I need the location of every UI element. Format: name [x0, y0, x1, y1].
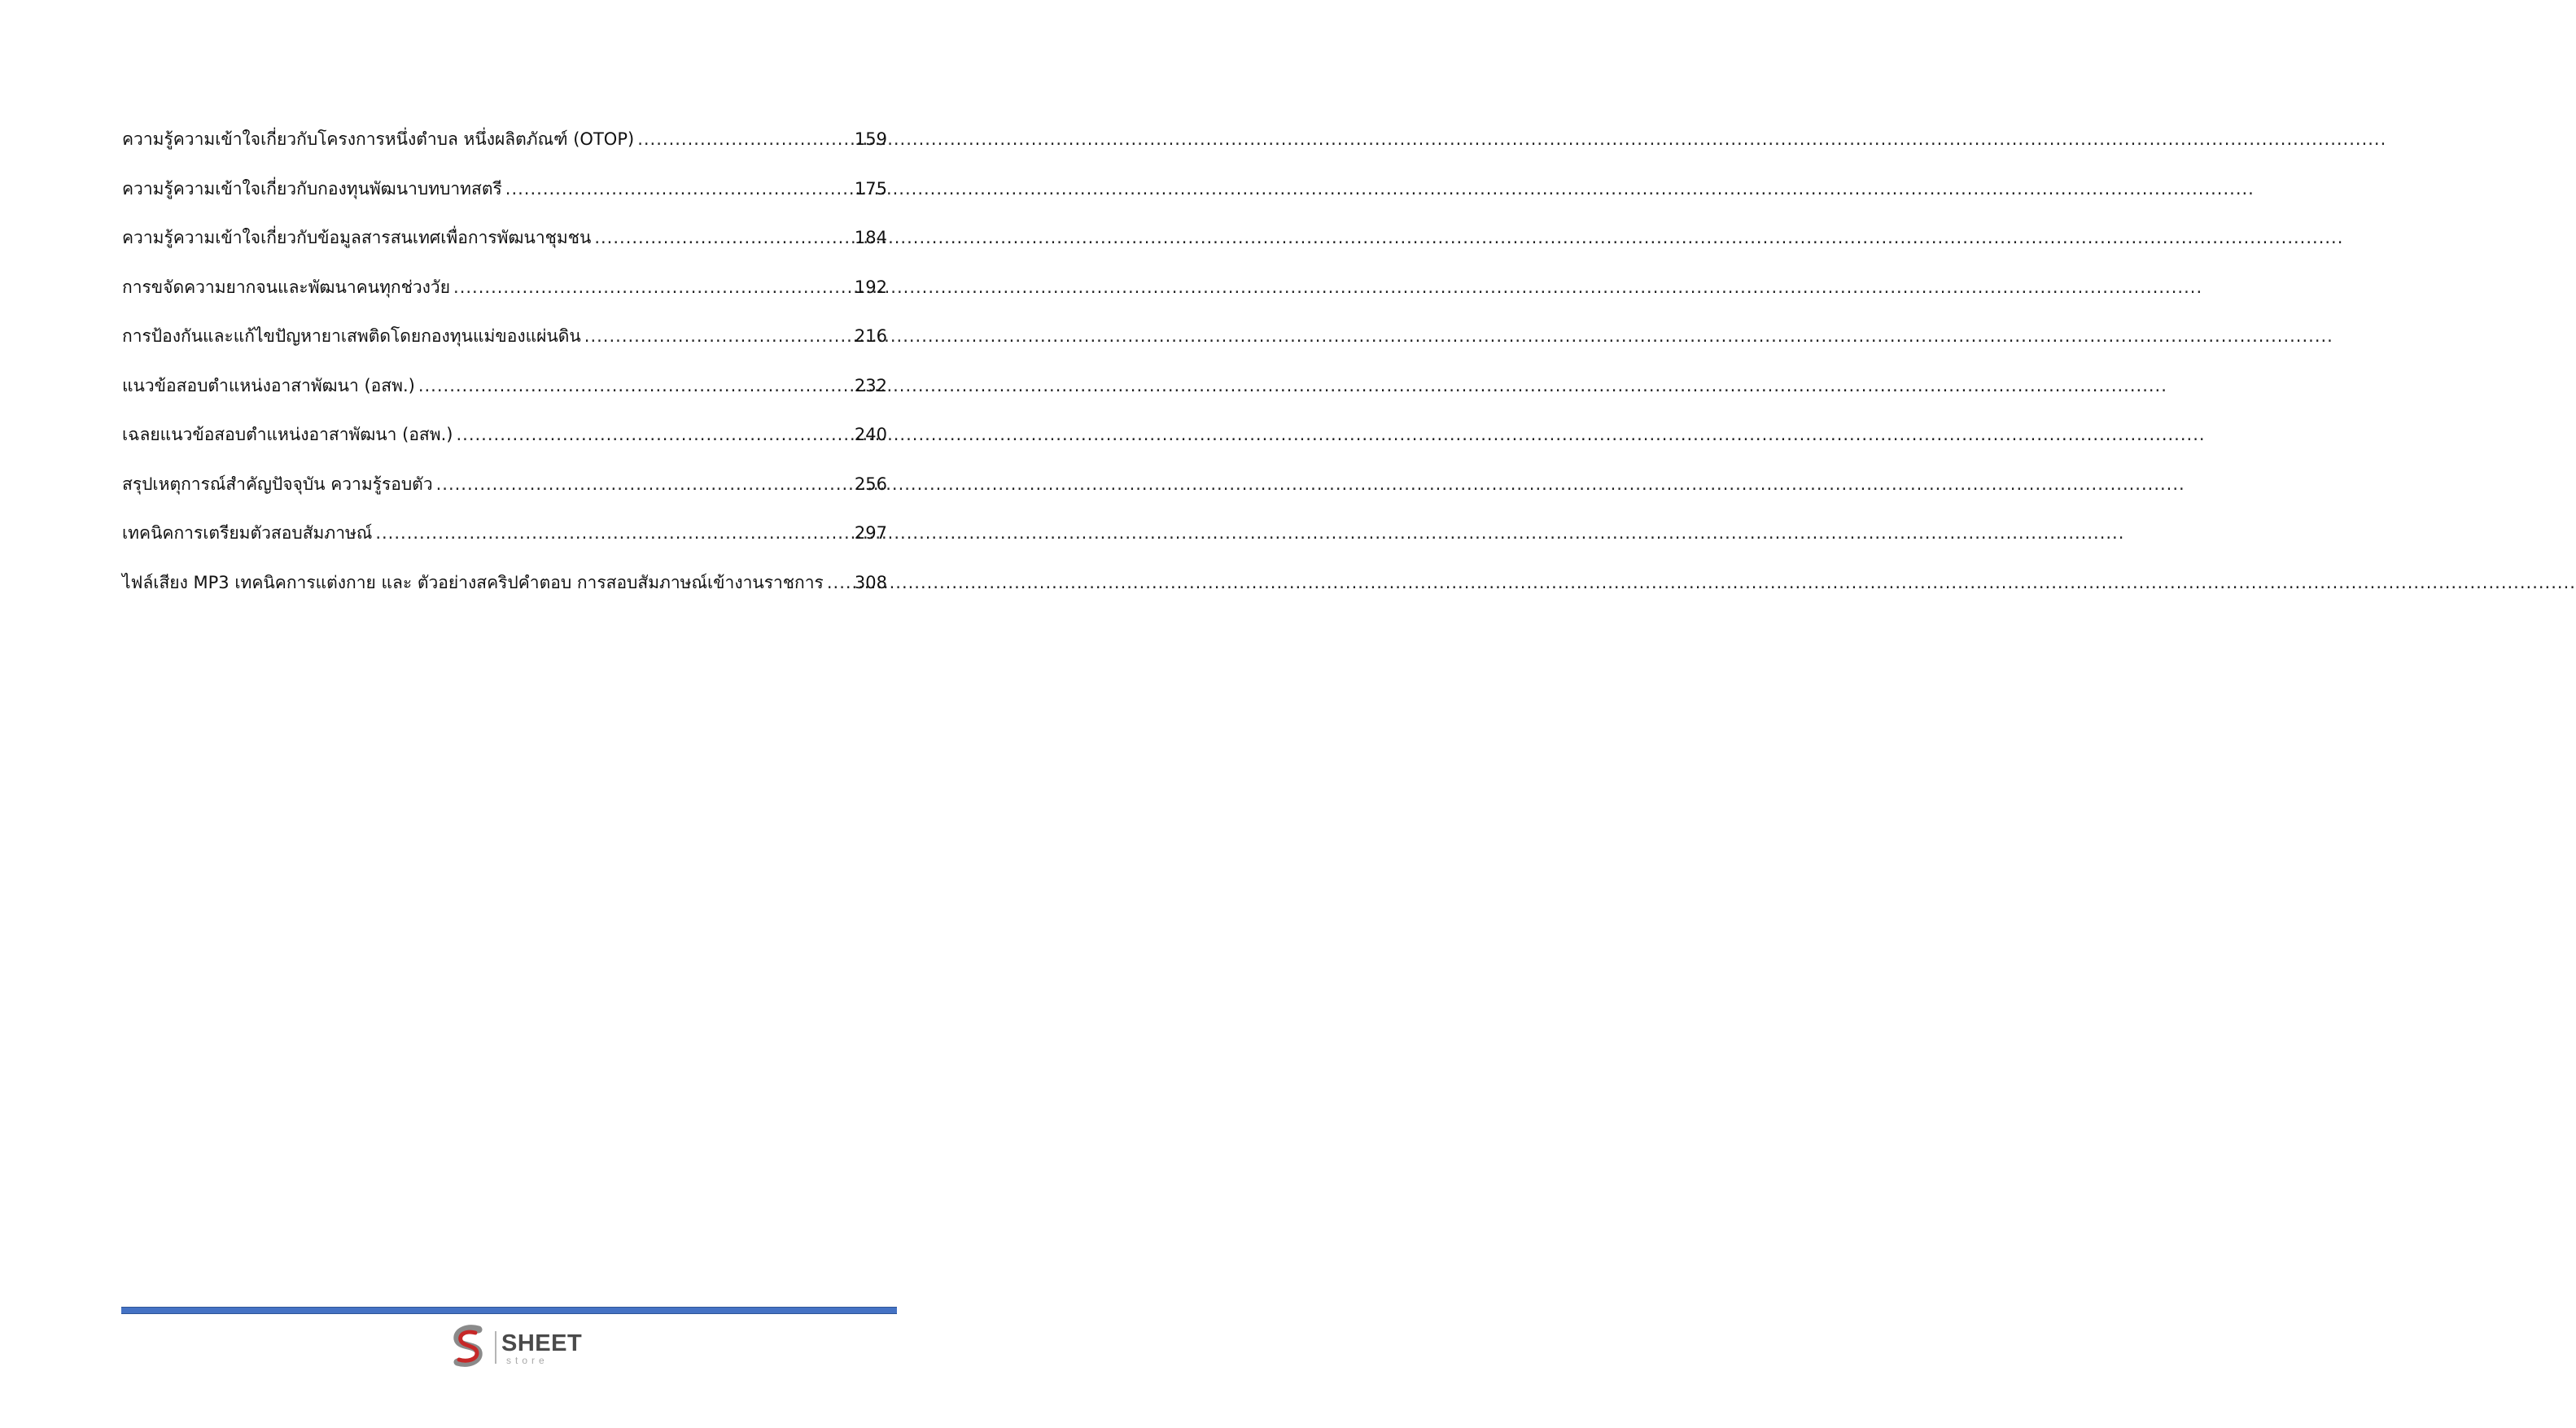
toc-entry-title: ไฟล์เสียง MP3 เทคนิคการแต่งกาย และ ตัวอย่างสคริปคำตอบ การสอบสัมภาษณ์เข้างานราชการ: [122, 572, 824, 592]
toc-dot-leader: [418, 365, 851, 406]
toc-entry-title: แนวข้อสอบตำแหน่งอาสาพัฒนา (อสพ.): [122, 375, 415, 395]
toc-entry-title: ความรู้ความเข้าใจเกี่ยวกับข้อมูลสารสนเทศเพื่อการพัฒนาชุมชน: [122, 228, 592, 247]
toc-entry[interactable]: [122, 414, 887, 464]
toc-entry-page: 232: [854, 375, 887, 395]
toc-entry-title: เทคนิคการเตรียมตัวสอบสัมภาษณ์: [122, 523, 373, 543]
footer-divider: [121, 1307, 897, 1314]
toc-entry-title: เฉลยแนวข้อสอบตำแหน่งอาสาพัฒนา (อสพ.): [122, 425, 453, 444]
toc-dot-leader: [637, 119, 851, 159]
toc-entry-title: สรุปเหตุการณ์สำคัญปัจจุบัน ความรู้รอบตัว: [122, 474, 433, 494]
toc-entry[interactable]: [122, 119, 887, 168]
toc-dot-leader: [453, 267, 851, 308]
toc-entry-page: 256: [854, 474, 887, 494]
sheet-store-logo: [449, 1325, 588, 1369]
toc-dot-leader: [505, 168, 851, 209]
toc-dot-leader: [456, 414, 851, 455]
toc-entry-page: 240: [854, 425, 887, 444]
table-of-contents: [122, 119, 887, 611]
toc-dot-leader: [436, 464, 851, 504]
toc-entry[interactable]: [122, 464, 887, 513]
toc-entry[interactable]: [122, 316, 887, 365]
toc-entry[interactable]: [122, 168, 887, 218]
toc-dot-leader: [827, 562, 851, 603]
toc-entry-page: 184: [854, 228, 887, 247]
toc-entry-page: 308: [854, 572, 887, 592]
toc-dot-leader: [594, 217, 851, 258]
sheet-store-logo-icon: [449, 1325, 488, 1369]
logo-wordmark: SHEET: [501, 1330, 583, 1356]
toc-entry-title: ความรู้ความเข้าใจเกี่ยวกับโครงการหนึ่งตำบล หนึ่งผลิตภัณฑ์ (OTOP): [122, 129, 635, 149]
toc-entry-page: 297: [854, 523, 887, 543]
toc-entry-page: 159: [854, 129, 887, 149]
logo-subtext: store: [506, 1355, 549, 1366]
toc-entry-page: 175: [854, 178, 887, 199]
toc-entry-title: การขจัดความยากจนและพัฒนาคนทุกช่วงวัย: [122, 277, 451, 297]
toc-entry-page: 216: [854, 326, 887, 346]
toc-entry[interactable]: [122, 562, 887, 612]
toc-entry[interactable]: [122, 513, 887, 562]
toc-entry[interactable]: [122, 267, 887, 317]
toc-entry-title: การป้องกันและแก้ไขปัญหายาเสพติดโดยกองทุนแม่ของแผ่นดิน: [122, 326, 581, 346]
toc-entry[interactable]: [122, 217, 887, 267]
toc-entry-page: 192: [854, 277, 887, 297]
toc-dot-leader: [375, 513, 851, 553]
logo-separator: [495, 1331, 496, 1364]
toc-dot-leader: [584, 316, 851, 356]
toc-entry[interactable]: [122, 365, 887, 415]
toc-entry-title: ความรู้ความเข้าใจเกี่ยวกับกองทุนพัฒนาบทบาทสตรี: [122, 178, 502, 199]
